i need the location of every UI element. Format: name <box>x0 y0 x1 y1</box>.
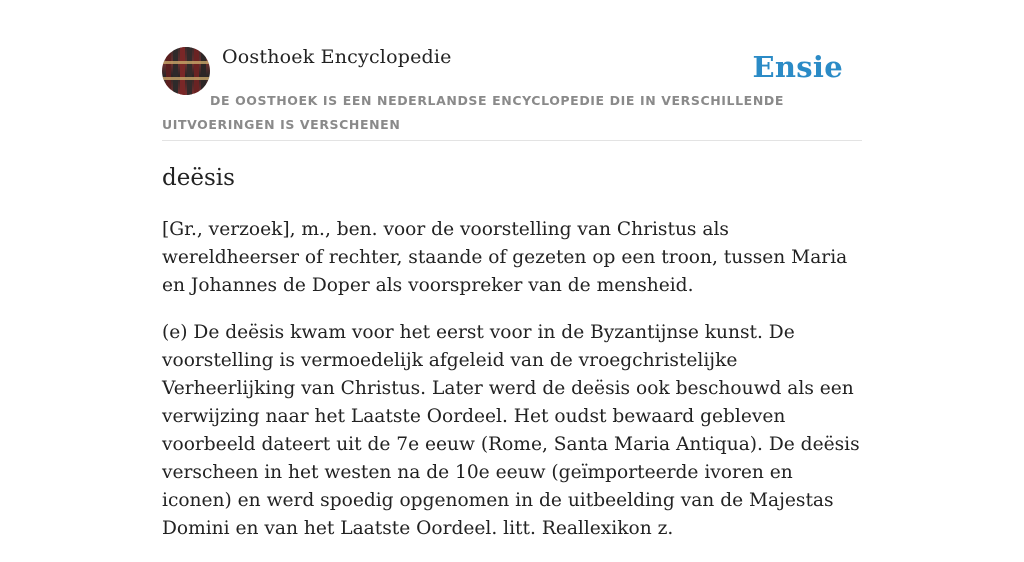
book-spine-icon <box>201 47 206 95</box>
ensie-logo-link[interactable]: Ensie <box>752 50 843 84</box>
article-body <box>162 216 862 562</box>
site-tagline: DE OOSTHOEK IS EEN NEDERLANDSE ENCYCLOPEDIE DIE IN VERSCHILLENDE UITVOERINGEN IS VERSCHENEN <box>162 93 784 132</box>
book-spine-icon <box>166 47 171 95</box>
book-spine-icon <box>194 47 199 95</box>
book-spine-icon <box>180 47 185 95</box>
article-title: deësis <box>162 165 235 191</box>
book-band <box>162 61 210 64</box>
page-container <box>162 0 862 539</box>
book-band <box>162 77 210 80</box>
site-header <box>162 0 862 141</box>
site-name-link[interactable]: Oosthoek Encyclopedie <box>222 46 452 68</box>
book-spine-icon <box>173 47 178 95</box>
book-spine-icon <box>187 47 192 95</box>
article-paragraph: [Gr., verzoek], m., ben. voor de voorstelling van Christus als wereldheerser of rechter, staande of gezeten op een troon, tussen Maria en Johannes de Doper als voorspreker van de mensheid. <box>162 219 848 296</box>
encyclopedia-avatar[interactable] <box>162 47 210 95</box>
article-paragraph: (e) De deësis kwam voor het eerst voor in de Byzantijnse kunst. De voorstelling is vermoedelijk afgeleid van de vroegchristelijke Verheerlijking van Christus. Later werd de deësis ook beschouwd als een verwijzing naar het Laatste Oordeel. Het oudst bewaard gebleven voorbeeld dateert uit de 7e eeuw (Rome, Santa Maria Antiqua). De deësis verscheen in het westen na de 10e eeuw (geïmporteerde ivoren en iconen) en werd spoedig opgenomen in de uitbeelding van de Majestas Domini en van het Laatste Oordeel. litt. Reallexikon z. <box>162 322 860 539</box>
